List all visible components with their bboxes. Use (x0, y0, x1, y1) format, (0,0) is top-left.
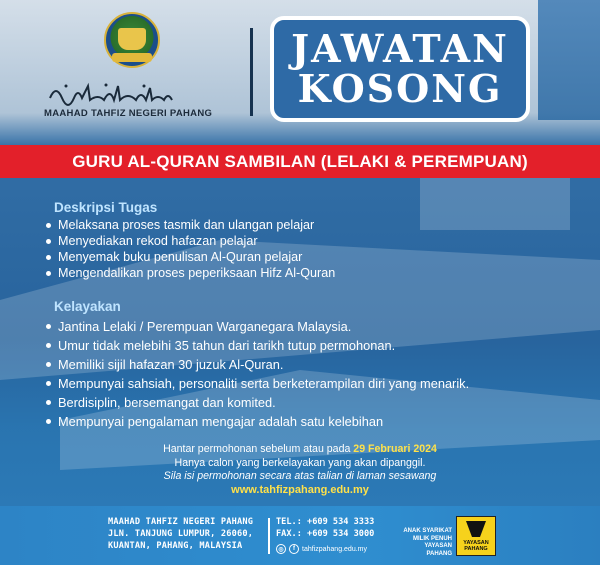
website-link[interactable]: www.tahfizpahang.edu.my (231, 483, 369, 496)
header-divider (250, 28, 253, 116)
deadline-line (0, 443, 600, 457)
list-item: Memiliki sijil hafazan 30 juzuk Al-Quran. (44, 355, 469, 374)
qualifications-heading: Kelayakan (54, 299, 121, 314)
title-line-1: JAWATAN (291, 26, 509, 71)
social-handle[interactable]: tahfizpahang.edu.my (302, 545, 367, 553)
list-item: Jantina Lelaki / Perempuan Warganegara Malaysia. (44, 317, 469, 336)
deadline-prefix: Hantar permohonan sebelum atau pada (163, 443, 354, 455)
yayasan-label-1: YAYASAN (463, 540, 489, 546)
list-item: Mengendalikan proses peperiksaan Hifz Al-Quran (44, 265, 335, 281)
list-item: Melaksana proses tasmik dan ulangan pelajar (44, 217, 335, 233)
address-line-3: KUANTAN, PAHANG, MALAYSIA (108, 541, 243, 551)
qualifications-list (44, 317, 469, 431)
org-name: MAAHAD TAHFIZ NEGERI PAHANG (44, 108, 213, 119)
list-item: Umur tidak melebihi 35 tahun dari tarikh tutup permohonan. (44, 336, 469, 355)
list-item: Mempunyai sahsiah, personaliti serta berketerampilan diri yang menarik. (44, 374, 469, 393)
instagram-icon: ◎ (276, 544, 286, 554)
header (0, 0, 600, 140)
list-item: Menyediakan rekod hafazan pelajar (44, 233, 335, 249)
subsidiary-line-3: YAYASAN PAHANG (424, 543, 452, 557)
footer-divider (268, 518, 270, 554)
footer-contact (276, 516, 374, 540)
position-title: GURU AL-QURAN SAMBILAN (LELAKI & PEREMPUAN) (72, 151, 528, 171)
yayasan-logo-label (457, 540, 495, 552)
title-line-2: KOSONG (297, 66, 503, 111)
maahad-logo-emblem (104, 12, 160, 68)
address-line-1: MAAHAD TAHFIZ NEGERI PAHANG (108, 517, 254, 527)
list-item: Mempunyai pengalaman mengajar adalah satu kelebihan (44, 412, 469, 431)
subsidiary-line-1: ANAK SYARIKAT (403, 528, 452, 534)
subsidiary-line-2: MILIK PENUH (413, 535, 452, 542)
footer (0, 506, 600, 565)
yayasan-pahang-logo (456, 516, 496, 556)
online-apply-line: Sila isi permohonan secara atas talian di laman sesawang (163, 470, 437, 482)
address-line-2: JLN. TANJUNG LUMPUR, 26060, (108, 529, 254, 539)
fax-number: FAX.: +609 534 3000 (276, 529, 375, 539)
list-item: Menyemak buku penulisan Al-Quran pelajar (44, 249, 335, 265)
arabic-calligraphy-logo (46, 80, 176, 106)
facebook-icon: f (289, 544, 299, 554)
shortlist-line: Hanya calon yang berkelayakan yang akan dipanggil. (174, 456, 426, 469)
title-box (270, 16, 530, 122)
list-item: Berdisiplin, bersemangat dan komited. (44, 393, 469, 412)
subsidiary-note (398, 528, 452, 558)
deadline-date: 29 Februari 2024 (353, 443, 437, 455)
tasks-heading: Deskripsi Tugas (54, 200, 158, 215)
tasks-list (44, 217, 335, 281)
background-signboard (538, 0, 600, 120)
phone-number: TEL.: +609 534 3333 (276, 517, 375, 527)
yayasan-mark-icon (466, 521, 486, 537)
footer-address (108, 516, 253, 552)
position-banner (0, 145, 600, 178)
application-note (0, 443, 600, 497)
yayasan-label-2: PAHANG (464, 546, 488, 552)
footer-social (276, 544, 367, 554)
